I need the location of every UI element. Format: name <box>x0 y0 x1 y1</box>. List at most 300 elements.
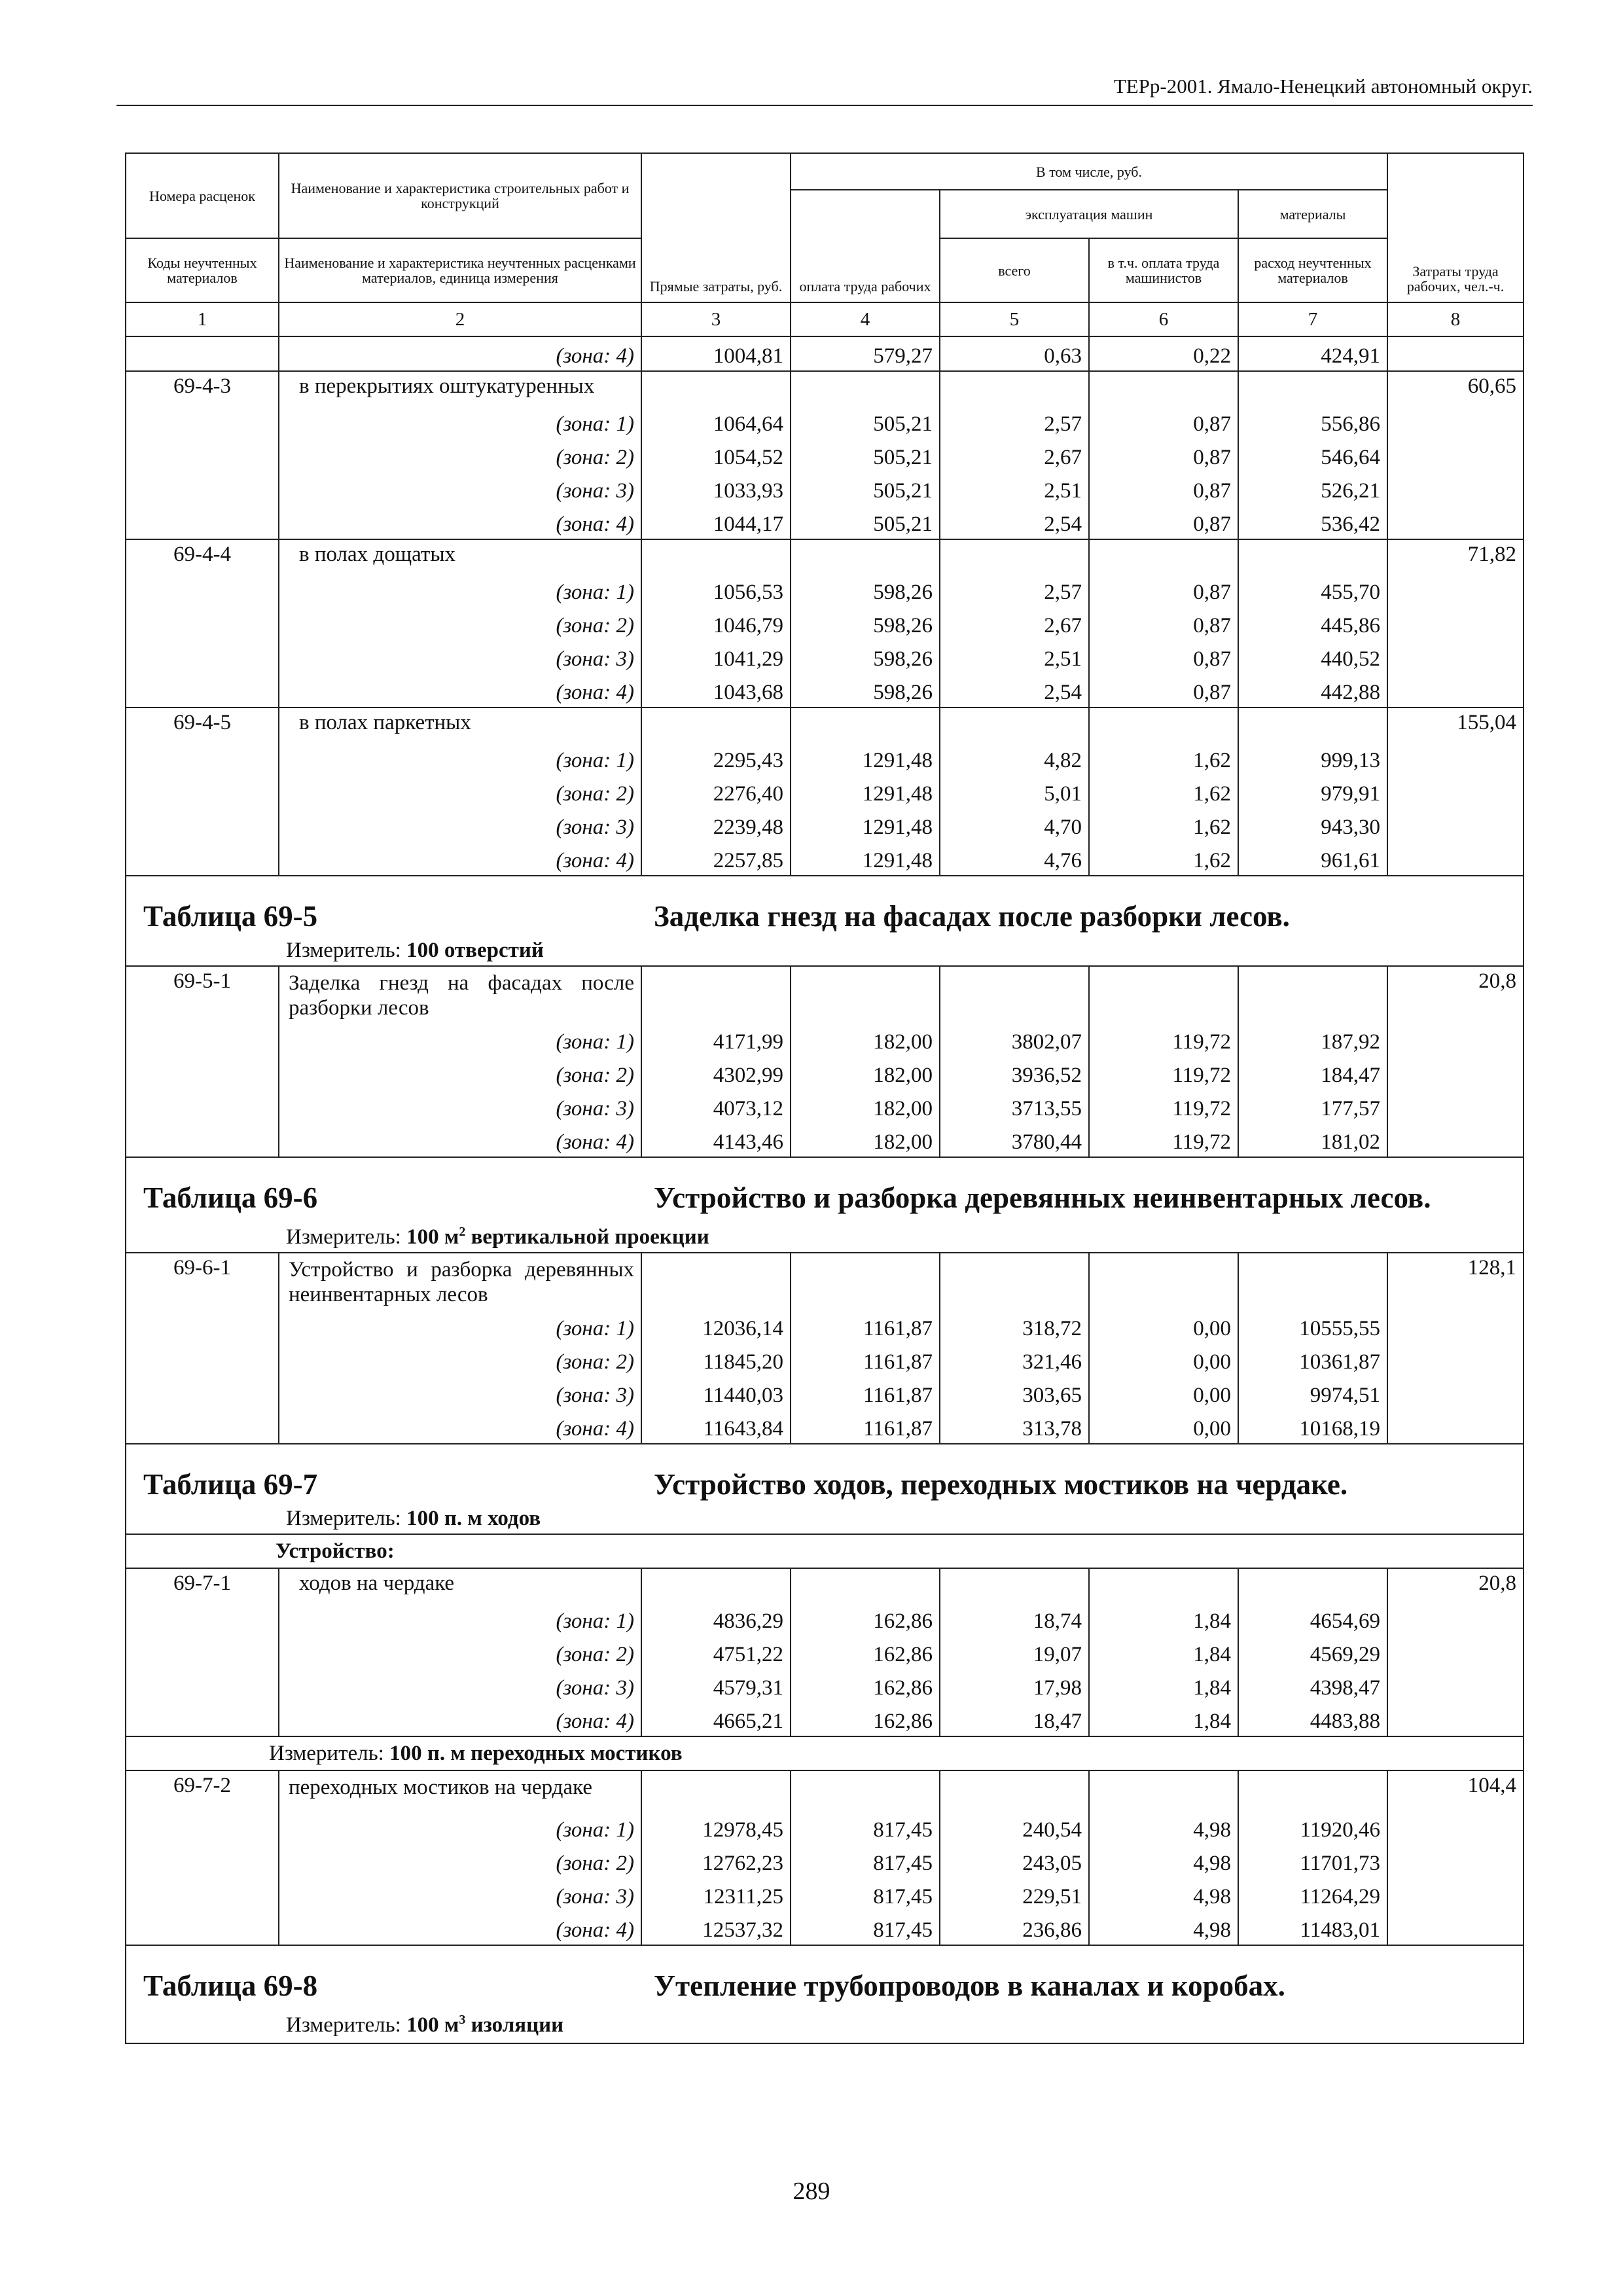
table-title: Устройство ходов, переходных мостиков на чердаке. <box>654 1468 1348 1501</box>
value-cell: 1291,48 <box>791 742 940 775</box>
value-cell: 162,86 <box>791 1636 940 1669</box>
value-cell: 0,87 <box>1089 640 1238 673</box>
value-cell: 505,21 <box>791 439 940 472</box>
value-cell: 1004,81 <box>641 336 791 371</box>
empty-cell <box>791 1253 940 1310</box>
zone-row <box>126 1911 1524 1945</box>
zone-label: (зона: 1) <box>279 405 641 439</box>
labor-value: 71,82 <box>1387 539 1524 708</box>
rates-table <box>125 152 1524 2044</box>
value-cell: 184,47 <box>1238 1056 1387 1090</box>
rate-row <box>126 708 1524 742</box>
value-cell: 445,86 <box>1238 607 1387 640</box>
value-cell: 0,87 <box>1089 439 1238 472</box>
zone-row <box>126 673 1524 708</box>
table-69-6-rows <box>126 1253 1524 1444</box>
zone-label: (зона: 4) <box>279 505 641 539</box>
col-machines: эксплуатация машин <box>940 190 1238 238</box>
rate-name: переходных мостиков на чердаке <box>279 1770 641 1811</box>
zone-row <box>126 842 1524 876</box>
rate-name: Устройство и разборка деревянных неинвентарных лесов <box>279 1253 641 1310</box>
value-cell: 440,52 <box>1238 640 1387 673</box>
zone-label: (зона: 3) <box>279 472 641 505</box>
zone-label: (зона: 2) <box>279 1056 641 1090</box>
zone-row <box>126 1090 1524 1123</box>
value-cell: 119,72 <box>1089 1023 1238 1056</box>
zone-label: (зона: 4) <box>279 1410 641 1444</box>
value-cell: 4836,29 <box>641 1602 791 1636</box>
zone-row <box>126 1410 1524 1444</box>
value-cell: 11264,29 <box>1238 1878 1387 1911</box>
col-materials: материалы <box>1238 190 1387 238</box>
unit-of-measure: Измеритель: 100 $м^2$ вертикальной проекции <box>286 1225 709 1249</box>
empty-cell <box>1089 539 1238 573</box>
value-cell: 4171,99 <box>641 1023 791 1056</box>
value-cell: 2,51 <box>940 472 1089 505</box>
value-cell: 0,63 <box>940 336 1089 371</box>
empty-cell <box>940 371 1089 405</box>
table-label: Таблица 69-8 <box>143 1969 318 2002</box>
value-cell: 1054,52 <box>641 439 791 472</box>
value-cell: 2,54 <box>940 505 1089 539</box>
value-cell: 181,02 <box>1238 1123 1387 1157</box>
empty-cell <box>1238 1568 1387 1602</box>
zone-label: (зона: 3) <box>279 808 641 842</box>
value-cell: 1291,48 <box>791 842 940 876</box>
subheading: Устройство: <box>126 1534 1524 1568</box>
rate-row <box>126 1568 1524 1602</box>
value-cell: 526,21 <box>1238 472 1387 505</box>
value-cell: 11643,84 <box>641 1410 791 1444</box>
value-cell: 11483,01 <box>1238 1911 1387 1945</box>
value-cell: 182,00 <box>791 1090 940 1123</box>
value-cell: 18,47 <box>940 1702 1089 1736</box>
zone-row <box>126 1343 1524 1376</box>
zone-row <box>126 808 1524 842</box>
zone-label: (зона: 3) <box>279 1878 641 1911</box>
empty-cell <box>940 1568 1089 1602</box>
value-cell: 12311,25 <box>641 1878 791 1911</box>
zone-row <box>126 1702 1524 1736</box>
rate-code: 69-7-1 <box>126 1568 279 1736</box>
value-cell: 1161,87 <box>791 1343 940 1376</box>
zone-row <box>126 1023 1524 1056</box>
value-cell: 961,61 <box>1238 842 1387 876</box>
value-cell: 17,98 <box>940 1669 1089 1702</box>
rate-row <box>126 539 1524 573</box>
value-cell: 1033,93 <box>641 472 791 505</box>
value-cell: 2257,85 <box>641 842 791 876</box>
zone-row <box>126 742 1524 775</box>
empty-cell <box>940 708 1089 742</box>
rate-code: 69-5-1 <box>126 966 279 1157</box>
rate-name: в перекрытиях оштукатуренных <box>279 371 641 405</box>
zone-label: (зона: 2) <box>279 775 641 808</box>
value-cell: 10168,19 <box>1238 1410 1387 1444</box>
zone-label: (зона: 4) <box>279 1123 641 1157</box>
table-69-4-continuation <box>126 371 1524 876</box>
value-cell: 243,05 <box>940 1844 1089 1878</box>
value-cell: 0,87 <box>1089 607 1238 640</box>
value-cell: 817,45 <box>791 1844 940 1878</box>
labor-cell <box>1387 336 1524 371</box>
table-title: Заделка гнезд на фасадах после разборки лесов. <box>654 900 1290 933</box>
value-cell: 598,26 <box>791 573 940 607</box>
value-cell: 162,86 <box>791 1702 940 1736</box>
rate-row <box>126 966 1524 1023</box>
value-cell: 424,91 <box>1238 336 1387 371</box>
value-cell: 313,78 <box>940 1410 1089 1444</box>
zone-row <box>126 405 1524 439</box>
value-cell: 2239,48 <box>641 808 791 842</box>
empty-cell <box>791 966 940 1023</box>
value-cell: 556,86 <box>1238 405 1387 439</box>
rate-row <box>126 371 1524 405</box>
zone-row <box>126 1669 1524 1702</box>
zone-row <box>126 1878 1524 1911</box>
value-cell: 817,45 <box>791 1811 940 1844</box>
column-number: 2 <box>279 302 641 336</box>
column-number: 7 <box>1238 302 1387 336</box>
value-cell: 1056,53 <box>641 573 791 607</box>
value-cell: 321,46 <box>940 1343 1089 1376</box>
empty-cell <box>1238 1770 1387 1811</box>
value-cell: 1064,64 <box>641 405 791 439</box>
empty-cell <box>1089 708 1238 742</box>
value-cell: 943,30 <box>1238 808 1387 842</box>
zone-row <box>126 439 1524 472</box>
value-cell: 11845,20 <box>641 1343 791 1376</box>
value-cell: 11440,03 <box>641 1376 791 1410</box>
value-cell: 4,70 <box>940 808 1089 842</box>
value-cell: 1291,48 <box>791 775 940 808</box>
table-69-7-heading <box>126 1444 1524 1534</box>
rate-code-cell <box>126 336 279 371</box>
labor-value: 128,1 <box>1387 1253 1524 1444</box>
value-cell: 505,21 <box>791 405 940 439</box>
value-cell: 1161,87 <box>791 1310 940 1343</box>
value-cell: 3780,44 <box>940 1123 1089 1157</box>
column-number: 4 <box>791 302 940 336</box>
value-cell: 1,84 <box>1089 1602 1238 1636</box>
value-cell: 0,87 <box>1089 405 1238 439</box>
table-title: Устройство и разборка деревянных неинвентарных лесов. <box>654 1181 1431 1214</box>
value-cell: 2,67 <box>940 439 1089 472</box>
value-cell: 1161,87 <box>791 1376 940 1410</box>
value-cell: 4073,12 <box>641 1090 791 1123</box>
labor-value: 20,8 <box>1387 966 1524 1157</box>
value-cell: 1,84 <box>1089 1702 1238 1736</box>
value-cell: 598,26 <box>791 640 940 673</box>
value-cell: 4143,46 <box>641 1123 791 1157</box>
zone-label: (зона: 4) <box>279 673 641 708</box>
value-cell: 0,87 <box>1089 472 1238 505</box>
value-cell: 303,65 <box>940 1376 1089 1410</box>
value-cell: 3802,07 <box>940 1023 1089 1056</box>
value-cell: 4,98 <box>1089 1911 1238 1945</box>
zone-label: (зона: 2) <box>279 607 641 640</box>
zone-row <box>126 640 1524 673</box>
value-cell: 0,00 <box>1089 1410 1238 1444</box>
empty-cell <box>641 1568 791 1602</box>
value-cell: 119,72 <box>1089 1056 1238 1090</box>
value-cell: 0,22 <box>1089 336 1238 371</box>
empty-cell <box>791 708 940 742</box>
unit-of-measure: Измеритель: 100 отверстий <box>286 939 544 962</box>
value-cell: 4654,69 <box>1238 1602 1387 1636</box>
value-cell: 0,00 <box>1089 1310 1238 1343</box>
value-cell: 1161,87 <box>791 1410 940 1444</box>
rate-code: 69-7-2 <box>126 1770 279 1945</box>
rate-row <box>126 1253 1524 1310</box>
value-cell: 162,86 <box>791 1669 940 1702</box>
value-cell: 229,51 <box>940 1878 1089 1911</box>
table-69-8-heading <box>126 1945 1524 2043</box>
col-material-codes: Коды неучтенных материалов <box>126 238 279 302</box>
value-cell: 10361,87 <box>1238 1343 1387 1376</box>
zone-row <box>126 1811 1524 1844</box>
value-cell: 1,62 <box>1089 808 1238 842</box>
zone-label: (зона: 2) <box>279 1343 641 1376</box>
col-wages: оплата труда рабочих <box>791 190 940 302</box>
zone-row <box>126 1636 1524 1669</box>
value-cell: 598,26 <box>791 607 940 640</box>
empty-cell <box>940 1253 1089 1310</box>
rate-name: в полах паркетных <box>279 708 641 742</box>
labor-value: 60,65 <box>1387 371 1524 539</box>
zone-row <box>126 1310 1524 1343</box>
value-cell: 536,42 <box>1238 505 1387 539</box>
value-cell: 1,62 <box>1089 775 1238 808</box>
running-header: ТЕРр-2001. Ямало-Ненецкий автономный округ. <box>116 75 1533 106</box>
empty-cell <box>641 708 791 742</box>
zone-label: (зона: 2) <box>279 1844 641 1878</box>
value-cell: 318,72 <box>940 1310 1089 1343</box>
zone-row <box>126 1602 1524 1636</box>
zone-label: (зона: 1) <box>279 742 641 775</box>
value-cell: 0,00 <box>1089 1376 1238 1410</box>
value-cell: 12978,45 <box>641 1811 791 1844</box>
labor-value: 104,4 <box>1387 1770 1524 1945</box>
value-cell: 236,86 <box>940 1911 1089 1945</box>
value-cell: 12036,14 <box>641 1310 791 1343</box>
rate-code: 69-4-3 <box>126 371 279 539</box>
empty-cell <box>940 966 1089 1023</box>
zone-label: (зона: 1) <box>279 573 641 607</box>
value-cell: 12537,32 <box>641 1911 791 1945</box>
table-69-7-rows-2 <box>126 1770 1524 1945</box>
column-number: 1 <box>126 302 279 336</box>
value-cell: 1046,79 <box>641 607 791 640</box>
value-cell: 1,84 <box>1089 1669 1238 1702</box>
value-cell: 1043,68 <box>641 673 791 708</box>
empty-cell <box>1089 371 1238 405</box>
value-cell: 10555,55 <box>1238 1310 1387 1343</box>
table-label: Таблица 69-6 <box>143 1181 318 1214</box>
empty-cell <box>1089 1568 1238 1602</box>
labor-value: 20,8 <box>1387 1568 1524 1736</box>
zone-row <box>126 505 1524 539</box>
value-cell: 119,72 <box>1089 1090 1238 1123</box>
column-number: 6 <box>1089 302 1238 336</box>
table-title: Утепление трубопроводов в каналах и коробах. <box>654 1969 1285 2002</box>
value-cell: 505,21 <box>791 505 940 539</box>
value-cell: 240,54 <box>940 1811 1089 1844</box>
value-cell: 11701,73 <box>1238 1844 1387 1878</box>
empty-cell <box>940 539 1089 573</box>
zone-label: (зона: 4) <box>279 842 641 876</box>
rate-code: 69-4-4 <box>126 539 279 708</box>
table-row <box>126 336 1524 371</box>
value-cell: 0,87 <box>1089 573 1238 607</box>
table-label: Таблица 69-5 <box>143 900 318 933</box>
zone-label: (зона: 3) <box>279 1090 641 1123</box>
value-cell: 162,86 <box>791 1602 940 1636</box>
zone-label: (зона: 2) <box>279 1636 641 1669</box>
table-69-7-rows-1 <box>126 1568 1524 1736</box>
value-cell: 4751,22 <box>641 1636 791 1669</box>
value-cell: 182,00 <box>791 1123 940 1157</box>
zone-label: (зона: 4) <box>279 1911 641 1945</box>
value-cell: 119,72 <box>1089 1123 1238 1157</box>
col-work-name: Наименование и характеристика строительных работ и конструкций <box>279 153 641 238</box>
col-total: всего <box>940 238 1089 302</box>
column-number: 3 <box>641 302 791 336</box>
value-cell: 182,00 <box>791 1023 940 1056</box>
value-cell: 0,87 <box>1089 673 1238 708</box>
rate-name: Заделка гнезд на фасадах после разборки лесов <box>279 966 641 1023</box>
unit-of-measure-2: Измеритель: 100 п. м переходных мостиков <box>126 1736 1524 1770</box>
value-cell: 5,01 <box>940 775 1089 808</box>
value-cell: 2,57 <box>940 573 1089 607</box>
zone-label: (зона: 1) <box>279 1811 641 1844</box>
zone-row <box>126 1123 1524 1157</box>
column-number: 5 <box>940 302 1089 336</box>
value-cell: 19,07 <box>940 1636 1089 1669</box>
value-cell: 579,27 <box>791 336 940 371</box>
value-cell: 4398,47 <box>1238 1669 1387 1702</box>
value-cell: 4,98 <box>1089 1878 1238 1911</box>
zone-row <box>126 1844 1524 1878</box>
value-cell: 999,13 <box>1238 742 1387 775</box>
value-cell: 1,62 <box>1089 742 1238 775</box>
value-cell: 0,00 <box>1089 1343 1238 1376</box>
zone-row <box>126 472 1524 505</box>
value-cell: 4569,29 <box>1238 1636 1387 1669</box>
empty-cell <box>1238 539 1387 573</box>
empty-cell <box>641 371 791 405</box>
table-69-6-heading <box>126 1157 1524 1253</box>
zone-label: (зона: 3) <box>279 1376 641 1410</box>
col-direct-costs: Прямые затраты, руб. <box>641 153 791 302</box>
value-cell: 546,64 <box>1238 439 1387 472</box>
value-cell: 11920,46 <box>1238 1811 1387 1844</box>
empty-cell <box>791 1568 940 1602</box>
col-labor: Затраты труда рабочих, чел.-ч. <box>1387 153 1524 302</box>
empty-cell <box>1089 1253 1238 1310</box>
empty-cell <box>1238 1253 1387 1310</box>
empty-cell <box>1089 966 1238 1023</box>
value-cell: 177,57 <box>1238 1090 1387 1123</box>
value-cell: 18,74 <box>940 1602 1089 1636</box>
rate-name: в полах дощатых <box>279 539 641 573</box>
empty-cell <box>940 1770 1089 1811</box>
value-cell: 187,92 <box>1238 1023 1387 1056</box>
empty-cell <box>1238 708 1387 742</box>
value-cell: 455,70 <box>1238 573 1387 607</box>
value-cell: 4,98 <box>1089 1844 1238 1878</box>
zone-row <box>126 607 1524 640</box>
value-cell: 817,45 <box>791 1878 940 1911</box>
value-cell: 12762,23 <box>641 1844 791 1878</box>
zone-label: (зона: 4) <box>279 336 641 371</box>
value-cell: 2,57 <box>940 405 1089 439</box>
value-cell: 4483,88 <box>1238 1702 1387 1736</box>
value-cell: 0,87 <box>1089 505 1238 539</box>
zone-label: (зона: 3) <box>279 1669 641 1702</box>
table-69-5-heading <box>126 876 1524 966</box>
rate-code: 69-6-1 <box>126 1253 279 1444</box>
value-cell: 2295,43 <box>641 742 791 775</box>
rate-code: 69-4-5 <box>126 708 279 876</box>
value-cell: 505,21 <box>791 472 940 505</box>
zone-label: (зона: 3) <box>279 640 641 673</box>
empty-cell <box>641 1770 791 1811</box>
value-cell: 2,67 <box>940 607 1089 640</box>
zone-label: (зона: 4) <box>279 1702 641 1736</box>
zone-label: (зона: 1) <box>279 1023 641 1056</box>
zone-label: (зона: 1) <box>279 1310 641 1343</box>
empty-cell <box>641 1253 791 1310</box>
value-cell: 2276,40 <box>641 775 791 808</box>
page-number: 289 <box>793 2178 830 2205</box>
value-cell: 3713,55 <box>940 1090 1089 1123</box>
column-number: 8 <box>1387 302 1524 336</box>
value-cell: 442,88 <box>1238 673 1387 708</box>
zone-label: (зона: 1) <box>279 1602 641 1636</box>
value-cell: 9974,51 <box>1238 1376 1387 1410</box>
empty-cell <box>791 371 940 405</box>
table-69-5-rows <box>126 966 1524 1157</box>
empty-cell <box>641 539 791 573</box>
zone-label: (зона: 2) <box>279 439 641 472</box>
value-cell: 3936,52 <box>940 1056 1089 1090</box>
unit-of-measure: Измеритель: 100 п. м ходов <box>286 1507 541 1530</box>
rate-row <box>126 1770 1524 1811</box>
unit-of-measure: Измеритель: 100 $м^3$ изоляции <box>286 2013 564 2037</box>
value-cell: 1291,48 <box>791 808 940 842</box>
value-cell: 979,91 <box>1238 775 1387 808</box>
col-rate-numbers: Номера расценок <box>126 153 279 238</box>
col-including: В том числе, руб. <box>791 153 1387 190</box>
empty-cell <box>1238 371 1387 405</box>
value-cell: 598,26 <box>791 673 940 708</box>
value-cell: 1,84 <box>1089 1636 1238 1669</box>
labor-value: 155,04 <box>1387 708 1524 876</box>
value-cell: 4,98 <box>1089 1811 1238 1844</box>
value-cell: 4665,21 <box>641 1702 791 1736</box>
value-cell: 182,00 <box>791 1056 940 1090</box>
value-cell: 2,54 <box>940 673 1089 708</box>
value-cell: 817,45 <box>791 1911 940 1945</box>
zone-row <box>126 1056 1524 1090</box>
table-label: Таблица 69-7 <box>143 1468 318 1501</box>
value-cell: 1,62 <box>1089 842 1238 876</box>
value-cell: 2,51 <box>940 640 1089 673</box>
col-operators-wages: в т.ч. оплата труда машинистов <box>1089 238 1238 302</box>
empty-cell <box>641 966 791 1023</box>
col-unaccounted-usage: расход неучтенных материалов <box>1238 238 1387 302</box>
